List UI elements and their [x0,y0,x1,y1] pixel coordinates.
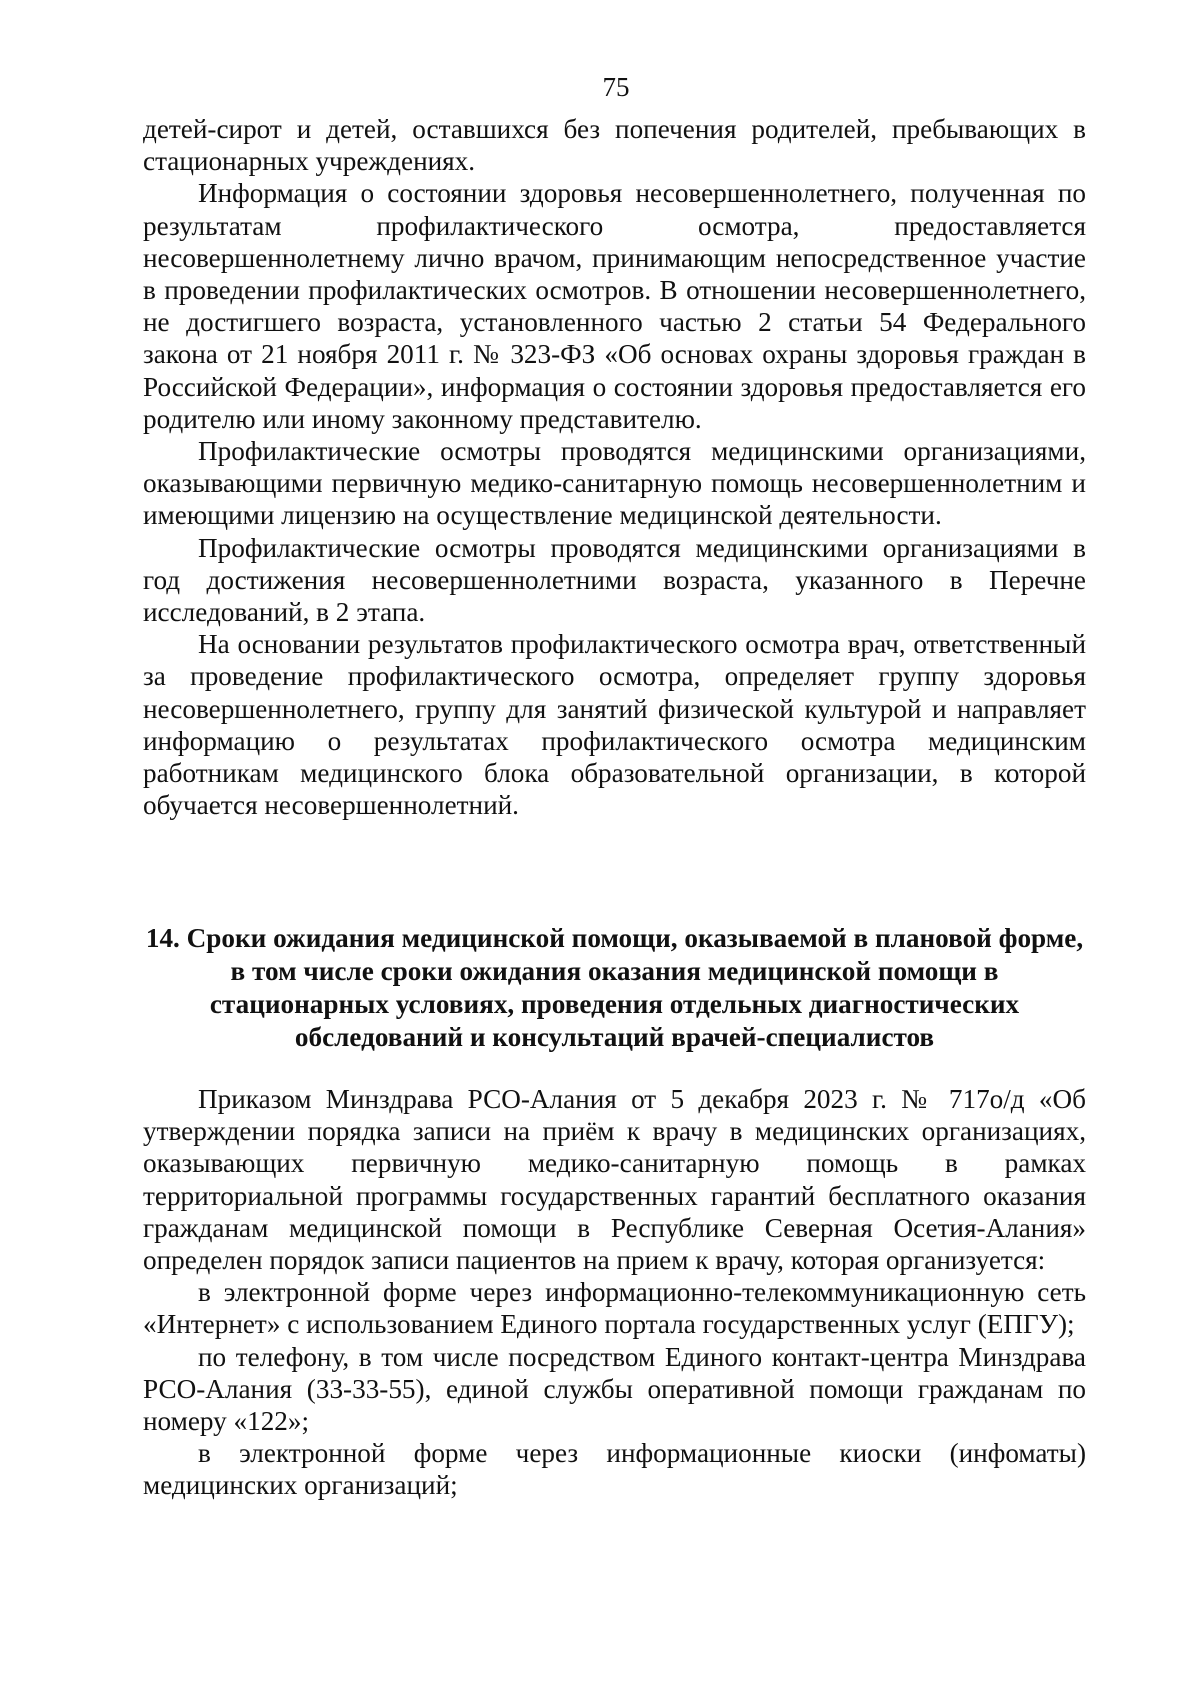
list-item-kiosks: в электронной форме через информационные киоски (инфоматы) медицинских организаций; [143,1438,1086,1501]
paragraph-health-info: Информация о состоянии здоровья несовершеннолетнего, полученная по результатам профилактического осмотра, предоставляется несовершеннолетнему лично врачом, принимающим непосредственное участие в проведении профилактических осмотров. В отношении несовершеннолетнего, не достигшего возраста, установленного частью 2 статьи 54 Федерального закона от 21 ноября 2011 г. № 323-ФЗ «Об основах охраны здоровья граждан в Российской Федерации», информация о состоянии здоровья предоставляется его родителю или иному законному представителю. [143,178,1086,434]
list-item-epgu: в электронной форме через информационно-телекоммуникационную сеть «Интернет» с использованием Единого портала государственных услуг (ЕПГУ); [143,1277,1086,1340]
paragraph-exams-organizations: Профилактические осмотры проводятся медицинскими организациями, оказывающими первичную медико-санитарную помощь несовершеннолетним и имеющими лицензию на осуществление медицинской деятельности. [143,436,1086,531]
body-text-bottom [143,1083,1086,1502]
paragraph-exam-results: На основании результатов профилактического осмотра врач, ответственный за проведение профилактического осмотра, определяет группу здоровья несовершеннолетнего, группу для занятий физической культурой и направляет информацию о результатах профилактического осмотра медицинским работникам медицинского блока образовательной организации, в которой обучается несовершеннолетний. [143,629,1086,821]
paragraph-continuation: детей-сирот и детей, оставшихся без попечения родителей, пребывающих в стационарных учреждениях. [143,114,1086,177]
paragraph-exams-stages: Профилактические осмотры проводятся медицинскими организациями в год достижения несовершеннолетними возраста, указанного в Перечне исследований, в 2 этапа. [143,532,1086,628]
list-item-phone: по телефону, в том числе посредством Единого контакт-центра Минздрава РСО-Алания (33-33-55), единой службы оперативной помощи гражданам по номеру «122»; [143,1341,1086,1437]
page-number: 75 [602,72,630,102]
body-text-top [143,113,1086,821]
paragraph-order: Приказом Минздрава РСО-Алания от 5 декабря 2023 г. № 717о/д «Об утверждении порядка записи на приём к врачу в медицинских организациях, оказывающих первичную медико-санитарную помощь в рамках территориальной программы государственных гарантий бесплатного оказания гражданам медицинской помощи в Республике Северная Осетия-Алания» определен порядок записи пациентов на прием к врачу, которая организуется: [143,1084,1086,1276]
section-heading: 14. Сроки ожидания медицинской помощи, оказываемой в плановой форме, в том числе сроки ожидания оказания медицинской помощи в стационарных условиях, проведения отдельных диагностических обследований и консультаций врачей-специалистов [145,923,1084,1052]
